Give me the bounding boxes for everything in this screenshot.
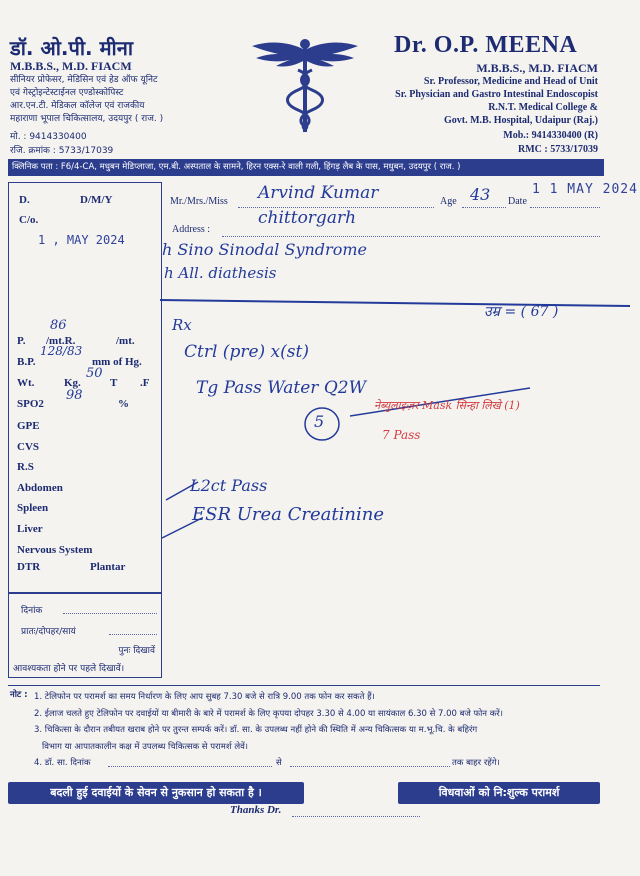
red-note-2: 7 Pass [382, 428, 421, 442]
hindi-designation-line: एवं गेस्ट्रोइन्टेस्टाईनल एण्डोस्कोपिस्ट [10, 88, 124, 98]
bp-value: 128/83 [40, 344, 83, 358]
exam-item: Abdomen [17, 481, 63, 494]
investigation-line-1: L2ct Pass [190, 476, 268, 495]
footer-note: 3. चिकित्सा के दौरान तबीयत खराब होने पर तुरन्त सम्पर्क करें। डॉ. सा. के उपलब्ध नहीं होने की स्थिति में अन्य चिकित्सक या म.भू.चि. के बहिरंग [34, 725, 478, 735]
rx-label: Rx [172, 316, 192, 334]
spo2-label: SPO2 [17, 398, 44, 410]
free-consultation-band: विधवाओं को नि:शुल्क परामर्श [398, 782, 600, 804]
date-label: Date [508, 196, 527, 207]
exam-item: CVS [17, 440, 40, 453]
patient-age: 43 [470, 185, 491, 204]
footer-notes [34, 689, 503, 771]
english-designation-line: Sr. Physician and Gastro Intestinal Endoscopist [395, 89, 598, 100]
pulse-label: P. [17, 335, 26, 347]
thanks-label: Thanks Dr. [230, 804, 282, 816]
footer-divider [8, 685, 600, 686]
exam-item: Nervous System [17, 543, 93, 556]
red-note-1: नेब्युलाइज़र Mask सिन्हा लिखे (1) [374, 399, 520, 412]
english-designation-line: R.N.T. Medical College & [488, 102, 598, 113]
kg-label: Kg. [64, 377, 81, 389]
name-label: Mr./Mrs./Miss [170, 196, 228, 207]
absence-until: तक बाहर रहेंगे। [452, 758, 500, 768]
doctor-name-english: Dr. O.P. MEENA [394, 32, 578, 58]
spo2-value: 98 [66, 388, 83, 403]
resp-unit: /mt. [116, 335, 135, 347]
exam-item: Liver [17, 522, 43, 535]
footer-note: 1. टेलिफोन पर परामर्श का समय निर्धारण के लिए आप सुबह 7.30 बजे से रात्रि 9.00 तक फोन कर सकते हैं। [34, 692, 375, 702]
date-stamp: 1 1 MAY 2024 [532, 182, 638, 197]
followup-date-label: दिनांक [21, 606, 43, 616]
degree-left: M.B.B.S., M.D. FIACM [10, 59, 132, 73]
rx-count: 5 [314, 412, 325, 431]
rx-line-1: Ctrl (pre) x(st) [184, 342, 309, 362]
registration-hindi: रजि. क्रमांक : 5733/17039 [10, 146, 114, 156]
followup-time-label: प्रातः/दोपहर/सायं [21, 627, 76, 637]
exam-item: GPE [17, 420, 40, 432]
age-note: उम्र = ( 67 ) [484, 304, 559, 320]
english-designation-line: Govt. M.B. Hospital, Udaipur (Raj.) [444, 115, 598, 126]
footer-note-absence [34, 755, 503, 771]
bp-label: B.P. [17, 356, 36, 368]
weight-value: 50 [86, 366, 103, 381]
absence-to: से [276, 758, 282, 768]
footer-note: 2. ईलाज चलते हुए टेलिफोन पर दवाईयों या बीमारी के बारे में परामर्श के लिए कृपया दोपहर 3.30 से 4.00 या सायंकाल 6.30 से 7.00 बजे फोन करें। [34, 708, 503, 719]
spo2-unit: % [118, 398, 129, 410]
doctor-name-hindi: डॉ. ओ.पी. मीना [10, 36, 134, 60]
diagnosis-line-1: h Sino Sinodal Syndrome [162, 240, 367, 259]
patient-name: Arvind Kumar [258, 183, 379, 203]
rx-line-2: Tg Pass Water Q2W [196, 378, 367, 398]
note-label: नोट : [10, 690, 28, 700]
diagnosis-line-2: h All. diathesis [164, 264, 277, 282]
address-label: Address : [172, 224, 211, 235]
pulse-value: 86 [50, 318, 67, 333]
exam-item: Spleen [17, 502, 49, 515]
separator-stroke [160, 286, 630, 316]
investigation-line-2: ESR Urea Creatinine [192, 504, 384, 525]
weight-label: Wt. [17, 377, 35, 389]
exam-list [17, 416, 92, 560]
hindi-designation [10, 74, 163, 126]
hindi-designation-line: सीनियर प्रोफेसर, मेडिसिन एवं हेड ऑफ यूनिट [10, 75, 158, 85]
followup-visit-label: पुनः दिखावें [118, 646, 155, 656]
followup-need-label: आवश्यकता होने पर पहले दिखावें। [13, 664, 125, 674]
dtr-label: DTR [17, 561, 41, 573]
bp-unit: mm of Hg. [92, 356, 142, 368]
exam-item: R.S [17, 461, 34, 474]
plantar-label: Plantar [90, 561, 126, 573]
rmc-english: RMC : 5733/17039 [518, 144, 598, 155]
d-label: D. [19, 194, 30, 206]
medicine-warning-band: बदली हुई दवाईयों के सेवन से नुकसान हो सकता है । [8, 782, 304, 804]
degree-right: M.B.B.S., M.D. FIACM [476, 61, 598, 75]
panel-date-stamp: 1 , MAY 2024 [38, 233, 125, 247]
pulse-unit: /mt.R. [46, 335, 76, 347]
dmy-label: D/M/Y [80, 194, 113, 206]
english-designation-line: Sr. Professor, Medicine and Head of Unit [423, 76, 598, 87]
english-designation [395, 75, 598, 127]
age-label: Age [440, 196, 457, 207]
caduceus-logo [250, 36, 360, 136]
mobile-english: Mob.: 9414330400 (R) [503, 130, 598, 141]
mobile-hindi: मो. : 9414330400 [10, 132, 87, 142]
clinic-address-band: क्लिनिक पता : F6/4-CA, मधुबन मेडिप्लाजा, एम.बी. अस्पताल के सामने, हिरन एक्स-रे वाली गली, हिंगड़ लैब के पास, मधुबन, उदयपुर ( राज. ) [8, 159, 604, 176]
co-label: C/o. [19, 214, 39, 226]
patient-address: chittorgarh [258, 208, 357, 228]
absence-from: 4. डॉ. सा. दिनांक [34, 758, 91, 768]
temp-label: T [110, 377, 118, 389]
hindi-designation-line: महाराणा भूपाल चिकित्सालय, उदयपुर ( राज. ) [10, 114, 164, 124]
fahrenheit-label: .F [140, 377, 150, 389]
footer-note: विभाग या आपातकालीन कक्ष में उपलब्ध चिकित्सक से परामर्श लेवें। [42, 741, 249, 752]
followup-box [8, 592, 162, 678]
hindi-designation-line: आर.एन.टी. मेडिकल कॉलेज एवं राजकीय [10, 101, 145, 111]
